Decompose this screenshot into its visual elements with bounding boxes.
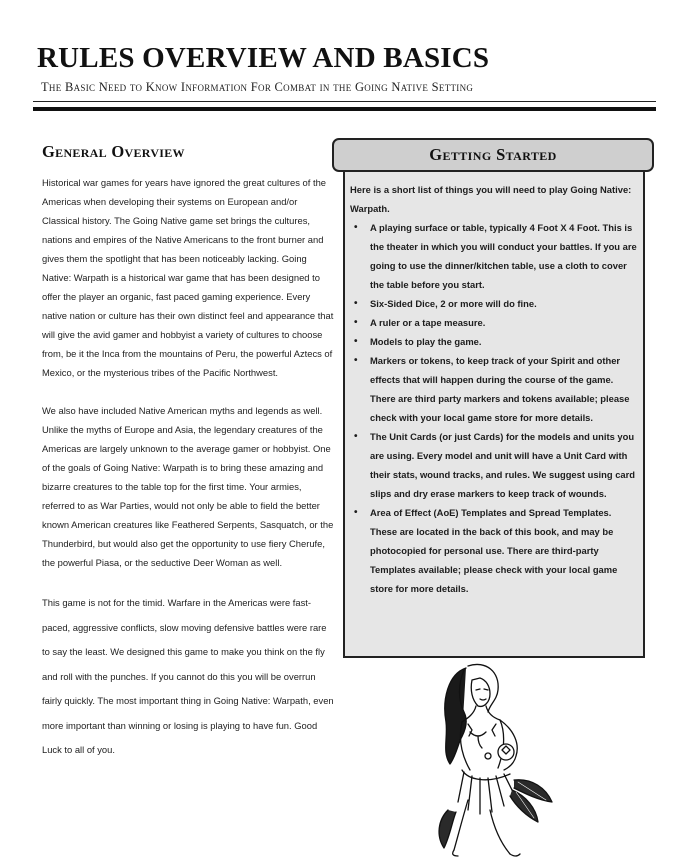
list-item: • Markers or tokens, to keep track of your Spirit and other effects that will happen during the course of the game. There are third party markers and tokens available; please check with your local game store for more details. xyxy=(350,351,637,427)
general-overview-heading: General Overview xyxy=(42,142,185,161)
page-title: RULES OVERVIEW AND BASICS xyxy=(37,42,490,74)
header-rule-thick xyxy=(33,107,656,111)
getting-started-heading: Getting Started xyxy=(429,145,557,164)
list-item: • A playing surface or table, typically 4 Foot X 4 Foot. This is the theater in which you will conduct your battles. If you are going to use the dinner/kitchen table, use a cloth to cover the table before you start. xyxy=(350,218,637,294)
list-item: • A ruler or a tape measure. xyxy=(350,313,637,332)
getting-started-header xyxy=(332,138,654,172)
list-item: • Models to play the game. xyxy=(350,332,637,351)
getting-started-box xyxy=(343,172,645,658)
overview-paragraph-3: This game is not for the timid. Warfare in the Americas were fast-paced, aggressive conflicts, slow moving defensive battles were rare to say the least. We designed this game to make you think on the fly and roll with the punches. If you cannot do this you will be overrun fairly quickly. The most important thing in Going Native: Warpath, even more important than winning or losing is playing to have fun. Good Luck to all of you. xyxy=(42,597,334,755)
overview-paragraph-1: Historical war games for years have ignored the great cultures of the Americas when developing their systems on European and/or Classical history. The Going Native game set brings the cultures, nations and empires of the Native Americans to the front burner and gives them the spotlight that has been noticeably lacking. Going Native: Warpath is a historical war game that has been designed to offer the player an organic, fast paced gaming experience. Every native nation or culture has their own distinct feel and appearance that will give the avid gamer and hobbyist a variety of cultures to choose from, be it the Inca from the mountains of Peru, the powerful Aztecs of Mexico, or the mysterious tribes of the Pacific Northwest. xyxy=(42,177,334,378)
list-item: • Area of Effect (AoE) Templates and Spread Templates. These are located in the back of this book, and may be photocopied for personal use. There are third-party Templates available; please check with your local game store for more details. xyxy=(350,503,637,598)
general-overview-body xyxy=(42,173,334,763)
getting-started-intro: Here is a short list of things you will need to play Going Native: Warpath. xyxy=(350,184,632,214)
list-item: • Six-Sided Dice, 2 or more will do fine. xyxy=(350,294,637,313)
header-rule-thin xyxy=(33,101,656,102)
page-subtitle: The Basic Need to Know Information For Combat in the Going Native Setting xyxy=(41,80,474,94)
deer-woman-illustration xyxy=(428,660,558,860)
getting-started-list xyxy=(350,218,637,598)
list-item: • The Unit Cards (or just Cards) for the models and units you are using. Every model and unit will have a Unit Card with their stats, wound tracks, and rules. We suggest using card slips and dry erase markers to keep track of wounds. xyxy=(350,427,637,503)
overview-paragraph-2: We also have included Native American myths and legends as well. Unlike the myths of Europe and Asia, the legendary creatures of the Americas are largely unknown to the average gamer or hobbyist. One of the goals of Going Native: Warpath is to bring these amazing and bizarre creatures to the table top for the first time. Your armies, referred to as War Parties, would not only be able to field the better known American creatures like Feathered Serpents, Sasquatch, or the Thunderbird, but would also get the opportunity to use fiery Cherufe, the powerful Piasa, or the seductive Deer Woman as well. xyxy=(42,405,334,568)
